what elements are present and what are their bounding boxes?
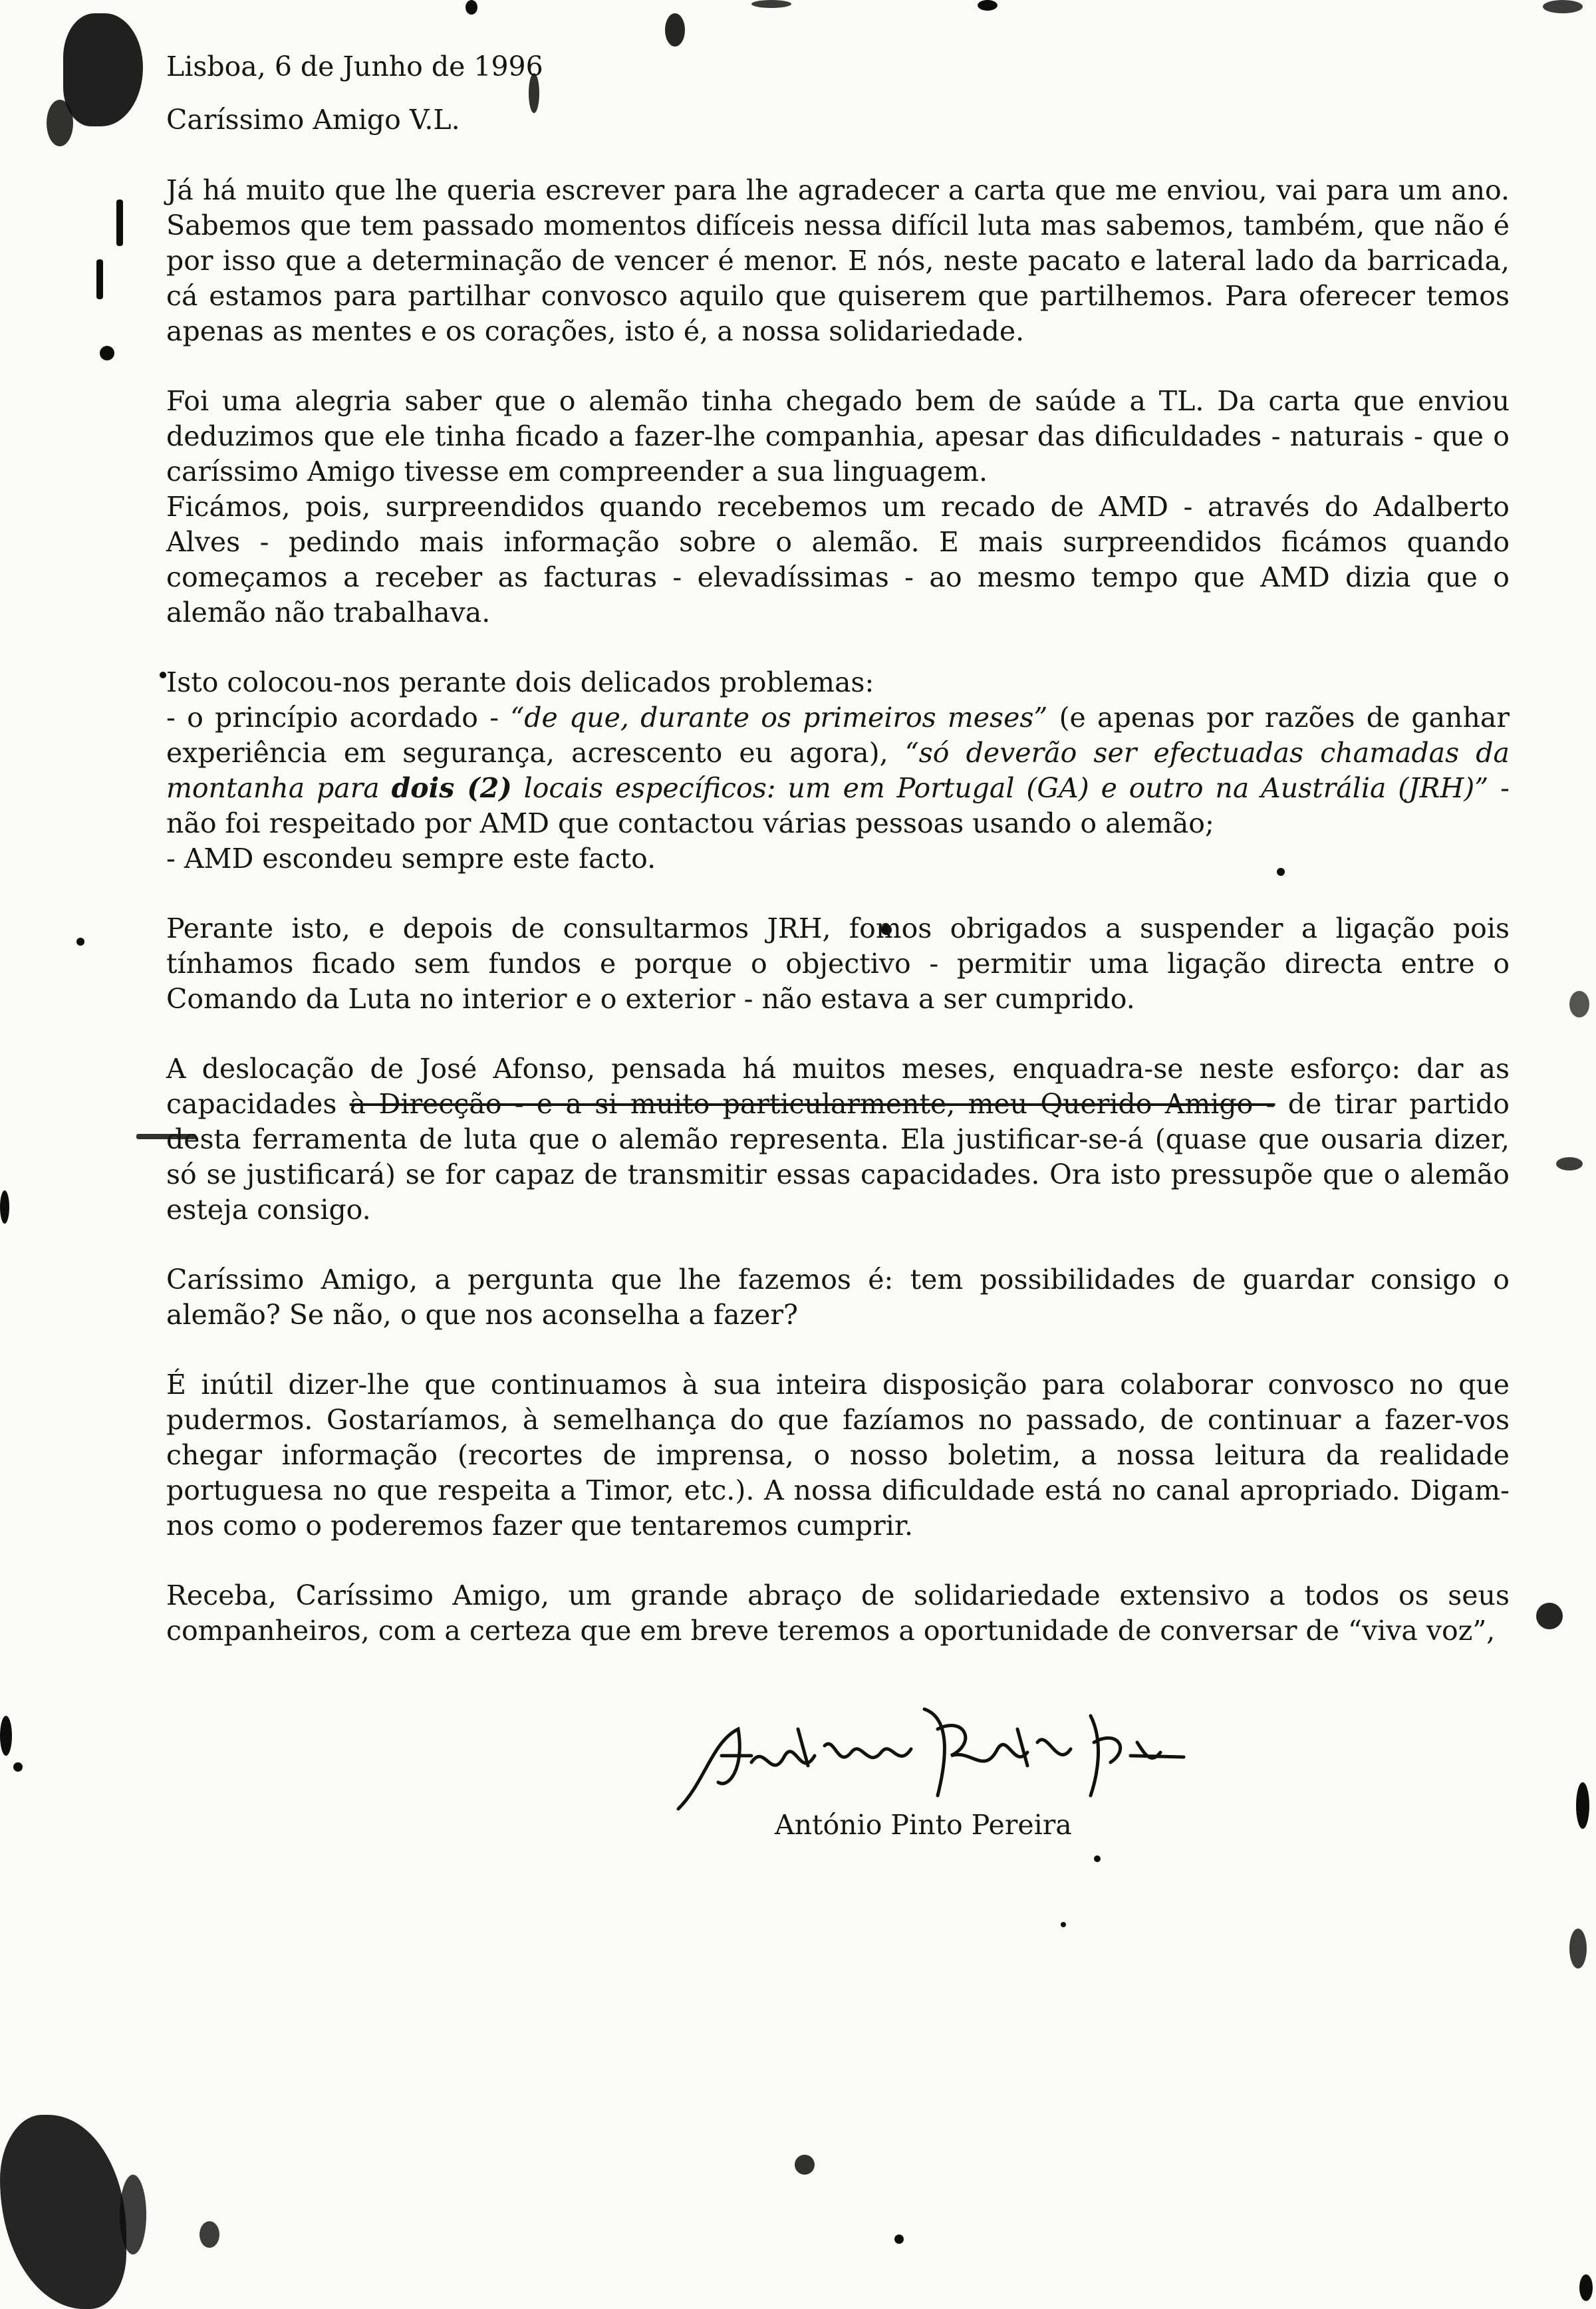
letter-body — [166, 40, 1510, 1667]
quote-first-months: “de que, durante os primeiros meses” — [510, 702, 1048, 734]
paragraph-arrival: Foi uma alegria saber que o alemão tinha chegado bem de saúde a TL. Da carta que enviou deduzimos que ele tinha ficado a fazer-lhe companhia, apesar das dificuldades - naturais - que o caríssimo Amigo tivesse em compreender a sua linguagem. — [166, 385, 1510, 487]
scan-speck-bottom-1 — [200, 2221, 219, 2248]
paragraph-problems-intro: Isto colocou-nos perante dois delicados problemas: — [166, 666, 874, 698]
quote-calls-start: “só deverão ser efectuadas chamadas da montanha para — [166, 737, 1510, 804]
scan-smudge-bottom-left — [0, 2115, 126, 2309]
scan-smudge-top-left — [63, 13, 143, 126]
paragraph-closing: Receba, Caríssimo Amigo, um grande abraço de solidariedade extensivo a todos os seus companheiros, com a certeza que em breve teremos a oportunidade de conversar de “viva voz”, — [166, 1579, 1510, 1647]
letter-salutation: Caríssimo Amigo V.L. — [166, 104, 460, 136]
signature-block — [665, 1702, 1210, 1849]
scan-speck-right-2 — [1556, 1157, 1583, 1170]
signer-name: António Pinto Pereira — [775, 1809, 1072, 1841]
scan-speck-top-2 — [466, 0, 477, 15]
scan-speck-left-7 — [0, 1716, 12, 1756]
scan-speck-right-3 — [1536, 1603, 1563, 1629]
quote-calls-end: locais específicos: um em Portugal (GA) e outro na Austrália (JRH)” — [511, 772, 1489, 804]
paragraph-suspension: Perante isto, e depois de consultarmos JRH, fomos obrigados a suspender a ligação pois tínhamos ficado sem fundos e porque o objectivo - permitir uma ligação directa entre o Comando da Luta no interior e o exterior - não estava a ser cumprido. — [166, 912, 1510, 1015]
scan-speck-bottom-3 — [894, 2235, 904, 2244]
scan-speck-top-4 — [978, 0, 998, 11]
jose-afonso-lead: A deslocação de José Afonso, pensada há muitos meses, enquadra-se neste esforço: dar as capacidades — [166, 1053, 1510, 1120]
problem-item-principle — [166, 700, 1510, 841]
paragraph-collaboration: É inútil dizer-lhe que continuamos à sua inteira disposição para colaborar convosco no que pudermos. Gostaríamos, à semelhança do que fazíamos no passado, de continuar a fazer-vos chegar informação (recortes de imprensa, o nosso boletim, a nossa leitura da realidade portuguesa no que respeita a Timor, etc.). A nossa dificuldade está no canal apropriado. Digam-nos como o poderemos fazer que tentaremos cumprir. — [166, 1369, 1510, 1542]
scan-speck-left-8 — [13, 1762, 23, 1772]
quote-calls-count: dois (2) — [391, 772, 512, 804]
problem-principle-aside: (e apenas por razões de ganhar experiência em segurança, acrescento eu agora), — [166, 702, 1510, 769]
scan-smudge-bottom-left-2 — [120, 2175, 146, 2254]
scan-speck-mid-4 — [1061, 1922, 1066, 1927]
handwritten-signature — [665, 1702, 1210, 1816]
scan-speck-mid-3 — [1094, 1855, 1101, 1862]
scan-speck-left-3 — [100, 346, 114, 360]
paragraph-thanks: Já há muito que lhe queria escrever para lhe agradecer a carta que me enviou, vai para um ano. Sabemos que tem passado momentos difíceis nessa difícil luta mas sabemos, também, que não é por isso que a determinação de vencer é menor. E nós, neste pacato e lateral lado da barricada, cá estamos para partilhar convosco aquilo que quiserem que partilhemos. Para oferecer temos apenas as mentes e os corações, isto é, a nossa solidariedade. — [166, 174, 1510, 347]
letter-date: Lisboa, 6 de Junho de 1996 — [166, 51, 543, 82]
paragraph-question: Caríssimo Amigo, a pergunta que lhe fazemos é: tem possibilidades de guardar consigo o alemão? Se não, o que nos aconselha a fazer? — [166, 1264, 1510, 1331]
scan-mark-left-1 — [116, 200, 123, 246]
jose-afonso-tail: de tirar partido desta ferramenta de luta que o alemão representa. Ela justificar-se-á (quase que ousaria dizer, só se justificará) se for capaz de transmitir essas capacidades. Ora isto pressupõe que o alemão esteja consigo. — [166, 1088, 1510, 1226]
scan-speck-right-1 — [1569, 991, 1589, 1018]
scan-mark-left-2 — [96, 259, 103, 299]
scan-speck-right-5 — [1569, 1929, 1587, 1969]
paragraph-jose-afonso — [166, 1051, 1510, 1228]
scan-speck-top-3 — [751, 0, 791, 8]
problem-principle-lead: - o princípio acordado - — [166, 702, 511, 734]
problem-item-concealment: - AMD escondeu sempre este facto. — [166, 843, 656, 875]
scan-speck-right-4 — [1576, 1782, 1589, 1829]
scan-speck-left-6 — [0, 1190, 9, 1224]
scan-speck-bottom-2 — [795, 2155, 815, 2175]
scan-speck-top-5 — [1543, 0, 1583, 13]
paragraph-surprise: Ficámos, pois, surpreendidos quando recebemos um recado de AMD - através do Adalberto Alves - pedindo mais informação sobre o alemão. E mais surpreendidos ficámos quando começamos a receber as facturas - elevadíssimas - ao mesmo tempo que AMD dizia que o alemão não trabalhava. — [166, 491, 1510, 628]
struck-out-text: à Direcção - e a si muito particularmente, meu Querido Amigo - — [349, 1088, 1275, 1120]
scan-speck-left-5 — [76, 938, 84, 946]
problem-principle-tail: - não foi respeitado por AMD que contactou várias pessoas usando o alemão; — [166, 772, 1510, 839]
scan-speck-left-4 — [160, 672, 166, 678]
scan-smudge-top-left-2 — [47, 100, 73, 146]
scan-speck-right-6 — [1579, 2274, 1593, 2301]
